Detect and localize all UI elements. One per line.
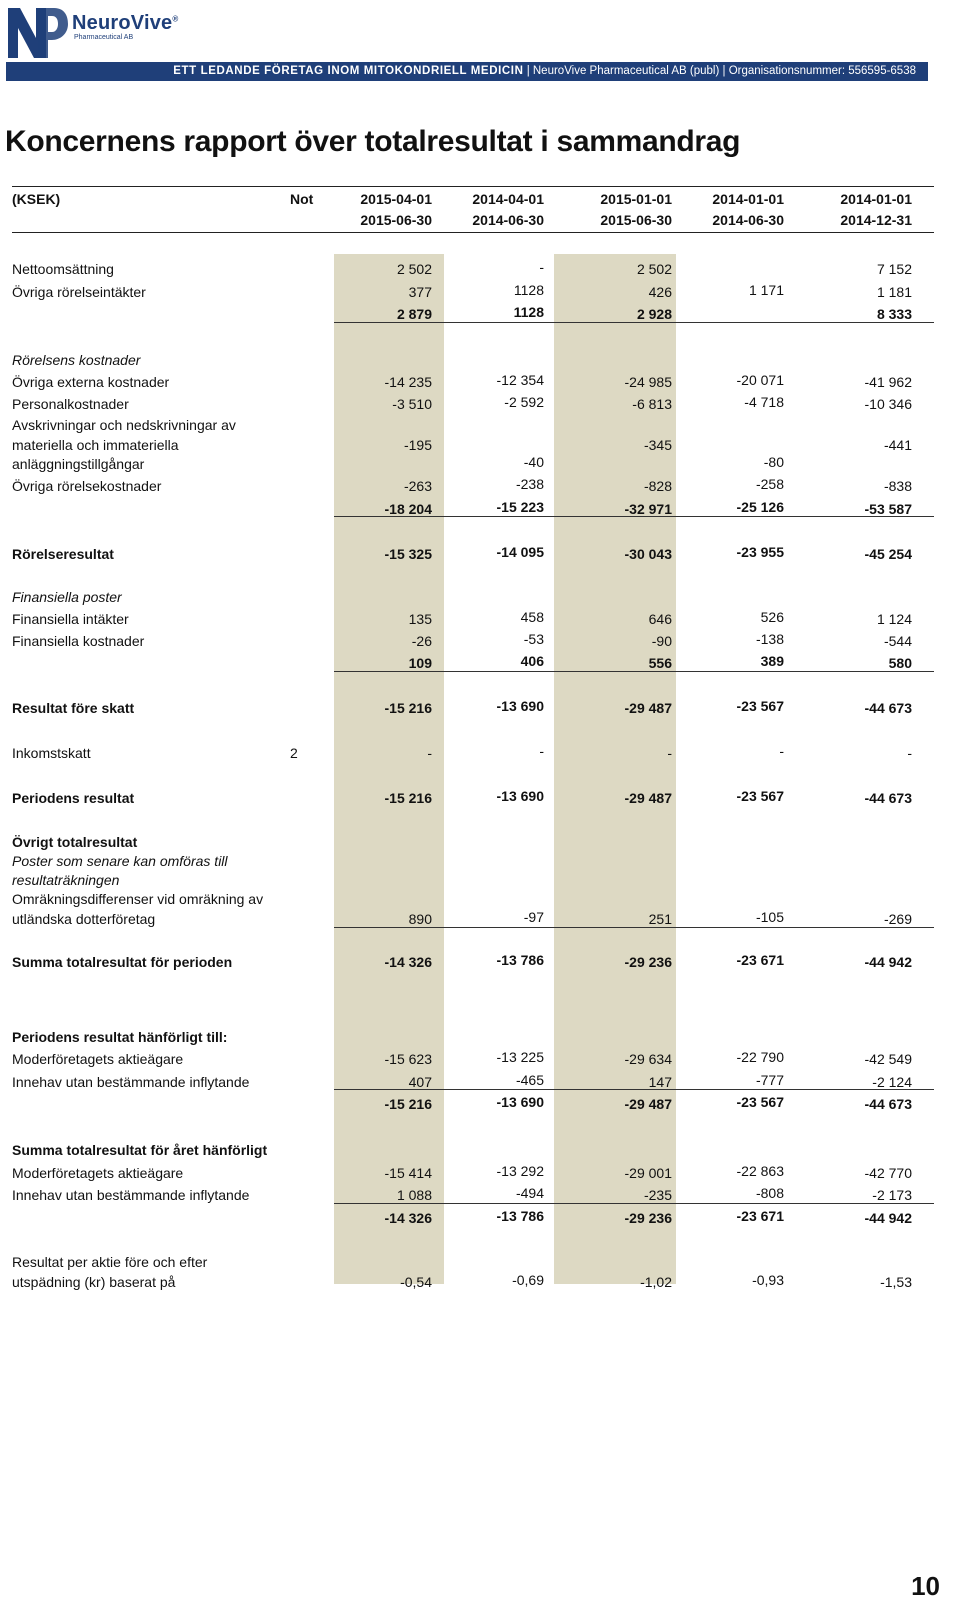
- value-cell: -80: [763, 454, 784, 470]
- value-cell: -44 673: [864, 700, 912, 716]
- value-cell: -44 673: [864, 790, 912, 806]
- row-label: Periodens resultat: [12, 790, 135, 806]
- period-end-header: 2015-06-30: [600, 212, 672, 228]
- value-cell: -441: [883, 437, 912, 453]
- value-cell: -32 971: [624, 501, 672, 517]
- value-cell: -14 326: [384, 954, 432, 970]
- value-cell: -838: [883, 478, 912, 494]
- value-cell: -1,53: [880, 1274, 912, 1290]
- row-label: utspädning (kr) baserat på: [12, 1274, 176, 1290]
- value-cell: -15 216: [384, 790, 432, 806]
- note-column-header: Not: [290, 191, 314, 207]
- period-end-header: 2014-06-30: [472, 212, 544, 228]
- row-label: Personalkostnader: [12, 396, 129, 412]
- row-label: Periodens resultat hänförligt till:: [12, 1029, 228, 1045]
- value-cell: -23 955: [736, 544, 784, 560]
- value-cell: -41 962: [864, 374, 912, 390]
- row-label: Nettoomsättning: [12, 261, 114, 277]
- value-cell: 580: [888, 655, 912, 671]
- value-cell: -263: [403, 478, 432, 494]
- value-cell: -44 673: [864, 1096, 912, 1112]
- value-cell: 1 171: [748, 282, 784, 298]
- note-ref: 2: [290, 745, 298, 761]
- value-cell: -29 236: [624, 1210, 672, 1226]
- value-cell: -22 863: [736, 1163, 784, 1179]
- period-start-header: 2015-04-01: [360, 191, 432, 207]
- row-label: Övriga externa kostnader: [12, 374, 170, 390]
- row-label: Omräkningsdifferenser vid omräkning av: [12, 891, 264, 907]
- page-title: Koncernens rapport över totalresultat i sammandrag: [5, 125, 741, 158]
- value-cell: -12 354: [496, 372, 544, 388]
- row-label: Resultat per aktie före och efter: [12, 1254, 208, 1270]
- row-label: Summa totalresultat för året hänförligt: [12, 1142, 268, 1158]
- row-label: Innehav utan bestämmande inflytande: [12, 1074, 250, 1090]
- value-cell: -14 235: [384, 374, 432, 390]
- value-cell: -: [539, 259, 544, 275]
- row-label: Finansiella poster: [12, 589, 122, 605]
- value-cell: 1 124: [876, 611, 912, 627]
- value-cell: 426: [648, 284, 672, 300]
- value-cell: 458: [520, 609, 544, 625]
- subtotal-line: [334, 1203, 934, 1204]
- row-label: Summa totalresultat för perioden: [12, 954, 233, 970]
- value-cell: -24 985: [624, 374, 672, 390]
- value-cell: -0,69: [512, 1272, 544, 1288]
- value-cell: 1 088: [396, 1187, 432, 1203]
- value-cell: -15 223: [496, 499, 544, 515]
- value-cell: -138: [755, 631, 784, 647]
- value-cell: -40: [523, 454, 544, 470]
- value-cell: -258: [755, 476, 784, 492]
- value-cell: -13 690: [496, 698, 544, 714]
- value-cell: -828: [643, 478, 672, 494]
- value-cell: 135: [408, 611, 432, 627]
- period-end-header: 2014-06-30: [712, 212, 784, 228]
- subtotal-line: [334, 671, 934, 672]
- row-label: resultaträkningen: [12, 872, 120, 888]
- divider: [12, 186, 934, 187]
- value-cell: -4 718: [744, 394, 784, 410]
- value-cell: -13 786: [496, 952, 544, 968]
- value-cell: 526: [760, 609, 784, 625]
- value-cell: -2 124: [872, 1074, 912, 1090]
- value-cell: -238: [515, 476, 544, 492]
- value-cell: -53: [523, 631, 544, 647]
- value-cell: -29 001: [624, 1165, 672, 1181]
- subtotal-line: [334, 1089, 934, 1090]
- value-cell: 646: [648, 611, 672, 627]
- value-cell: -345: [643, 437, 672, 453]
- value-cell: -13 690: [496, 1094, 544, 1110]
- value-cell: 2 928: [636, 306, 672, 322]
- value-cell: -29 487: [624, 700, 672, 716]
- value-cell: -6 813: [632, 396, 672, 412]
- banner-tagline: ETT LEDANDE FÖRETAG INOM MITOKONDRIELL MEDICIN: [173, 65, 524, 77]
- subtotal-line: [334, 322, 934, 323]
- unit-label: (KSEK): [12, 191, 61, 207]
- value-cell: -2 173: [872, 1187, 912, 1203]
- value-cell: -: [907, 745, 912, 761]
- banner-company-info: | NeuroVive Pharmaceutical AB (publ) | Organisationsnummer: 556595-6538: [523, 65, 916, 77]
- value-cell: -: [667, 745, 672, 761]
- value-cell: -494: [515, 1185, 544, 1201]
- value-cell: -1,02: [640, 1274, 672, 1290]
- value-cell: -14 095: [496, 544, 544, 560]
- value-cell: -: [779, 743, 784, 759]
- value-cell: -29 634: [624, 1051, 672, 1067]
- value-cell: -42 549: [864, 1051, 912, 1067]
- value-cell: -45 254: [864, 546, 912, 562]
- value-cell: -23 567: [736, 698, 784, 714]
- page-number: 10: [911, 1571, 940, 1601]
- value-cell: -30 043: [624, 546, 672, 562]
- row-label: Avskrivningar och nedskrivningar av: [12, 417, 236, 433]
- value-cell: 377: [408, 284, 432, 300]
- value-cell: -42 770: [864, 1165, 912, 1181]
- company-logo: [6, 4, 326, 60]
- row-label: anläggningstillgångar: [12, 456, 145, 472]
- value-cell: -97: [523, 909, 544, 925]
- value-cell: 1 181: [876, 284, 912, 300]
- value-cell: 1128: [513, 304, 544, 320]
- value-cell: -23 567: [736, 788, 784, 804]
- value-cell: -2 592: [504, 394, 544, 410]
- row-label: Rörelseresultat: [12, 546, 114, 562]
- value-cell: -22 790: [736, 1049, 784, 1065]
- value-cell: -235: [643, 1187, 672, 1203]
- row-label: Finansiella intäkter: [12, 611, 129, 627]
- value-cell: 2 502: [636, 261, 672, 277]
- value-cell: 556: [648, 655, 672, 671]
- row-label: Innehav utan bestämmande inflytande: [12, 1187, 250, 1203]
- row-label: Moderföretagets aktieägare: [12, 1051, 184, 1067]
- value-cell: -: [539, 743, 544, 759]
- period-end-header: 2014-12-31: [840, 212, 912, 228]
- row-label: Övriga rörelsekostnader: [12, 478, 162, 494]
- value-cell: -: [427, 745, 432, 761]
- value-cell: -544: [883, 633, 912, 649]
- period-start-header: 2015-01-01: [600, 191, 672, 207]
- value-cell: -13 292: [496, 1163, 544, 1179]
- period-end-header: 2015-06-30: [360, 212, 432, 228]
- value-cell: -105: [755, 909, 784, 925]
- value-cell: 8 333: [876, 306, 912, 322]
- value-cell: -44 942: [864, 1210, 912, 1226]
- value-cell: -29 236: [624, 954, 672, 970]
- value-cell: 1128: [513, 282, 544, 298]
- value-cell: -90: [651, 633, 672, 649]
- value-cell: -15 414: [384, 1165, 432, 1181]
- value-cell: -269: [883, 911, 912, 927]
- subtotal-line: [334, 927, 934, 928]
- period-start-header: 2014-01-01: [712, 191, 784, 207]
- row-label: Moderföretagets aktieägare: [12, 1165, 184, 1181]
- value-cell: -23 567: [736, 1094, 784, 1110]
- value-cell: -18 204: [384, 501, 432, 517]
- value-cell: -13 225: [496, 1049, 544, 1065]
- row-label: Resultat före skatt: [12, 700, 135, 716]
- period-start-header: 2014-01-01: [840, 191, 912, 207]
- value-cell: -53 587: [864, 501, 912, 517]
- divider: [12, 232, 934, 233]
- value-cell: -26: [411, 633, 432, 649]
- row-label: Rörelsens kostnader: [12, 352, 141, 368]
- row-label: utländska dotterföretag: [12, 911, 156, 927]
- row-label: Poster som senare kan omföras till: [12, 853, 228, 869]
- row-label: Övriga rörelseintäkter: [12, 284, 146, 300]
- value-cell: -808: [755, 1185, 784, 1201]
- value-cell: 406: [520, 653, 544, 669]
- value-cell: 890: [408, 911, 432, 927]
- value-cell: -15 325: [384, 546, 432, 562]
- value-cell: 407: [408, 1074, 432, 1090]
- value-cell: 109: [408, 655, 432, 671]
- row-label: Inkomstskatt: [12, 745, 91, 761]
- value-cell: -29 487: [624, 1096, 672, 1112]
- brand-subtitle: Pharmaceutical AB: [74, 34, 134, 41]
- value-cell: 147: [648, 1074, 672, 1090]
- value-cell: -465: [515, 1072, 544, 1088]
- value-cell: -13 690: [496, 788, 544, 804]
- np-logo-icon: [6, 4, 68, 60]
- value-cell: -15 216: [384, 700, 432, 716]
- value-cell: -44 942: [864, 954, 912, 970]
- brand-name: NeuroVive®: [72, 12, 179, 34]
- value-cell: 2 502: [396, 261, 432, 277]
- period-start-header: 2014-04-01: [472, 191, 544, 207]
- value-cell: -10 346: [864, 396, 912, 412]
- value-cell: -0,54: [400, 1274, 432, 1290]
- header-banner: [6, 62, 928, 81]
- value-cell: -23 671: [736, 1208, 784, 1224]
- value-cell: -25 126: [736, 499, 784, 515]
- value-cell: 7 152: [876, 261, 912, 277]
- row-label: materiella och immateriella: [12, 437, 179, 453]
- value-cell: -15 216: [384, 1096, 432, 1112]
- value-cell: -15 623: [384, 1051, 432, 1067]
- row-label: Finansiella kostnader: [12, 633, 145, 649]
- subtotal-line: [334, 516, 934, 517]
- value-cell: -23 671: [736, 952, 784, 968]
- value-cell: 2 879: [396, 306, 432, 322]
- row-label: Övrigt totalresultat: [12, 834, 138, 850]
- value-cell: -20 071: [736, 372, 784, 388]
- value-cell: -13 786: [496, 1208, 544, 1224]
- value-cell: -0,93: [752, 1272, 784, 1288]
- value-cell: -195: [403, 437, 432, 453]
- value-cell: 389: [760, 653, 784, 669]
- value-cell: 251: [648, 911, 672, 927]
- value-cell: -777: [755, 1072, 784, 1088]
- value-cell: -3 510: [392, 396, 432, 412]
- value-cell: -29 487: [624, 790, 672, 806]
- value-cell: -14 326: [384, 1210, 432, 1226]
